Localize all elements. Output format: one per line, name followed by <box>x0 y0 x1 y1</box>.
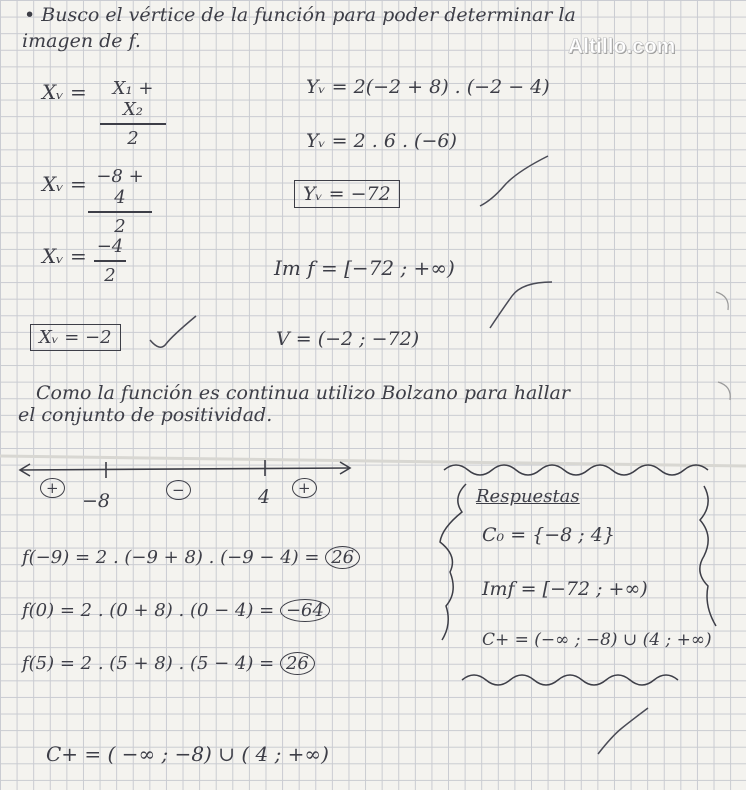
xv-label-1: Xᵥ = <box>42 80 87 104</box>
xv-label-2: Xᵥ = <box>42 172 87 196</box>
root-2-label: 4 <box>258 486 271 508</box>
final-positivity-set: C+ = ( −∞ ; −8) ∪ ( 4 ; +∞) <box>46 742 329 766</box>
answers-title: Respuestas <box>476 486 580 507</box>
edge-mark <box>718 382 730 400</box>
checkmark-icon <box>480 156 548 206</box>
sign-right: + <box>292 478 317 498</box>
xv-fraction-3-denominator: 2 <box>104 264 116 286</box>
evaluation-result-2: −64 <box>280 599 330 622</box>
evaluation-result-3: 26 <box>280 652 315 675</box>
sign-middle: − <box>166 480 191 500</box>
bolzano-line-2: el conjunto de positividad. <box>18 404 273 426</box>
checkmark-icon <box>490 282 552 328</box>
checkmark-icon <box>150 316 196 347</box>
paper-fold <box>0 456 746 466</box>
image-of-f: Im f = [−72 ; +∞) <box>274 256 455 280</box>
answer-c0: C₀ = {−8 ; 4} <box>482 524 615 546</box>
edge-mark <box>716 292 728 310</box>
evaluation-expr-2: f(0) = 2 . (0 + 8) . (0 − 4) = <box>22 600 275 621</box>
number-line <box>20 460 350 478</box>
xv-fraction-3-numerator: −4 <box>96 236 124 257</box>
xv-result-box: Xᵥ = −2 <box>30 324 121 351</box>
answers-frame <box>440 465 716 685</box>
root-1-label: −8 <box>82 490 111 512</box>
xv-fraction-2-denominator: 2 <box>114 215 126 237</box>
evaluation-expr-1: f(−9) = 2 . (−9 + 8) . (−9 − 4) = <box>22 547 320 568</box>
watermark: Altillo.com <box>568 35 676 58</box>
answer-imf: Imf = [−72 ; +∞) <box>482 578 648 600</box>
xv-fraction-1-numerator: X₁ + X₂ <box>112 78 154 120</box>
intro-line-1: • Busco el vértice de la función para poder determinar la <box>24 4 576 26</box>
yv-line-2: Yᵥ = 2 . 6 . (−6) <box>306 130 457 152</box>
vertex: V = (−2 ; −72) <box>276 328 420 350</box>
bolzano-line-1: Como la función es continua utilizo Bolzano para hallar <box>36 382 570 404</box>
intro-line-2: imagen de f. <box>22 30 141 52</box>
xv-label-3: Xᵥ = <box>42 244 87 268</box>
yv-result-box: Yᵥ = −72 <box>294 180 400 208</box>
xv-fraction-1-denominator: 2 <box>127 127 139 149</box>
evaluation-result-1: 26 <box>325 546 360 569</box>
checkmark-icon <box>598 708 648 754</box>
sign-left: + <box>40 478 65 498</box>
yv-line-1: Yᵥ = 2(−2 + 8) . (−2 − 4) <box>306 76 550 98</box>
xv-fraction-2-numerator: −8 + 4 <box>96 166 144 208</box>
evaluation-expr-3: f(5) = 2 . (5 + 8) . (5 − 4) = <box>22 653 275 674</box>
answer-cplus: C+ = (−∞ ; −8) ∪ (4 ; +∞) <box>482 630 712 650</box>
